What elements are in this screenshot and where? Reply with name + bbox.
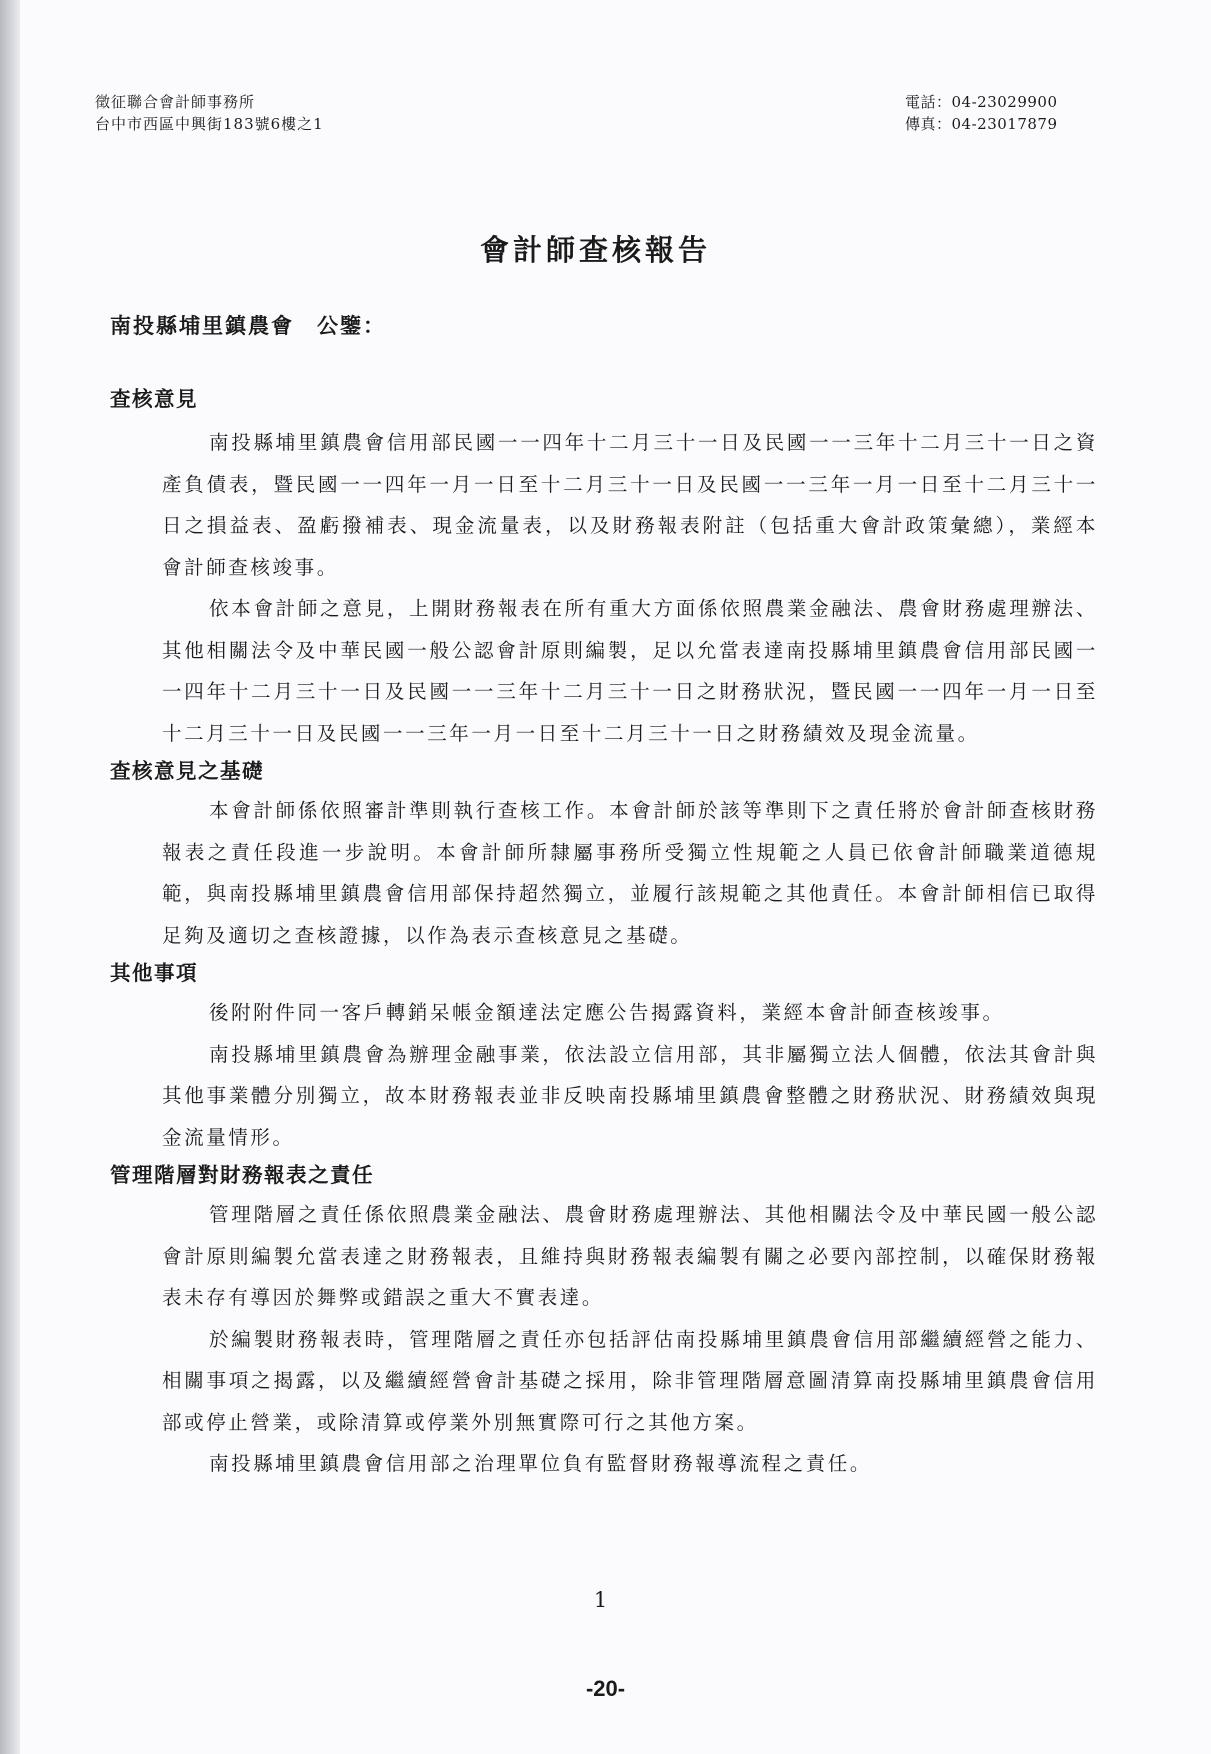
section-heading: 查核意見: [110, 387, 198, 411]
paragraph: 南投縣埔里鎮農會為辦理金融事業，依法設立信用部，其非屬獨立法人個體，依法其會計與其他事業體分別獨立，故本財務報表並非反映南投縣埔里鎮農會整體之財務狀況、財務績效與現金流量情形。: [162, 1042, 1098, 1149]
contact-header: [905, 91, 1058, 135]
paragraph: 於編製財務報表時，管理階層之責任亦包括評估南投縣埔里鎮農會信用部繼續經營之能力、相關事項之揭露，以及繼續經營會計基礎之採用，除非管理階層意圖清算南投縣埔里鎮農會信用部或停止營業，或除清算或停業外別無實際可行之其他方案。: [162, 1327, 1098, 1434]
section-heading: 其他事項: [110, 961, 198, 985]
section-basis-for-opinion: [110, 756, 1110, 956]
firm-header: [95, 91, 324, 135]
section-audit-opinion: [110, 384, 1110, 754]
firm-address: 台中市西區中興街183號6樓之1: [95, 115, 324, 133]
section-heading: 管理階層對財務報表之責任: [110, 1163, 374, 1187]
report-body: [110, 384, 1110, 1485]
footer-page-number: -20-: [585, 1676, 626, 1701]
page-number: 1: [593, 1588, 608, 1612]
binding-edge: [0, 0, 20, 1754]
report-title: 會計師查核報告: [479, 233, 711, 267]
paragraph: 本會計師係依照審計準則執行查核工作。本會計師於該等準則下之責任將於會計師查核財務報表之責任段進一步說明。本會計師所隸屬事務所受獨立性規範之人員已依會計師職業道德規範，與南投縣埔里鎮農會信用部保持超然獨立，並履行該規範之其他責任。本會計師相信已取得足夠及適切之查核證據，以作為表示查核意見之基礎。: [162, 799, 1098, 947]
addressee: 南投縣埔里鎮農會 公鑒：: [110, 313, 386, 338]
document-page: [20, 0, 1211, 1754]
paragraph: 後附附件同一客戶轉銷呆帳金額達法定應公告揭露資料，業經本會計師查核竣事。: [209, 1001, 1005, 1024]
phone-number: 電話：04-23029900: [905, 93, 1058, 111]
section-management-responsibility: [110, 1160, 1110, 1485]
paragraph: 管理階層之責任係依照農業金融法、農會財務處理辦法、其他相關法令及中華民國一般公認會計原則編製允當表達之財務報表，且維持與財務報表編製有關之必要內部控制，以確保財務報表未存有導因於舞弊或錯誤之重大不實表達。: [162, 1203, 1098, 1309]
paragraph: 南投縣埔里鎮農會信用部之治理單位負有監督財務報導流程之責任。: [209, 1452, 873, 1475]
fax-number: 傳真：04-23017879: [905, 115, 1058, 133]
paragraph: 依本會計師之意見，上開財務報表在所有重大方面係依照農業金融法、農會財務處理辦法、其他相關法令及中華民國一般公認會計原則編製，足以允當表達南投縣埔里鎮農會信用部民國一一四年十二月三十一日及民國一一三年十二月三十一日之財務狀況，暨民國一一四年一月一日至十二月三十一日及民國一一三年一月一日至十二月三十一日之財務績效及現金流量。: [162, 597, 1098, 745]
section-heading: 查核意見之基礎: [110, 759, 264, 783]
section-other-matters: [110, 958, 1110, 1158]
firm-name: 徵征聯合會計師事務所: [95, 93, 256, 111]
paragraph: 南投縣埔里鎮農會信用部民國一一四年十二月三十一日及民國一一三年十二月三十一日之資產負債表，暨民國一一四年一月一日至十二月三十一日及民國一一三年一月一日至十二月三十一日之損益表、盈虧撥補表、現金流量表，以及財務報表附註（包括重大會計政策彙總），業經本會計師查核竣事。: [162, 431, 1098, 579]
